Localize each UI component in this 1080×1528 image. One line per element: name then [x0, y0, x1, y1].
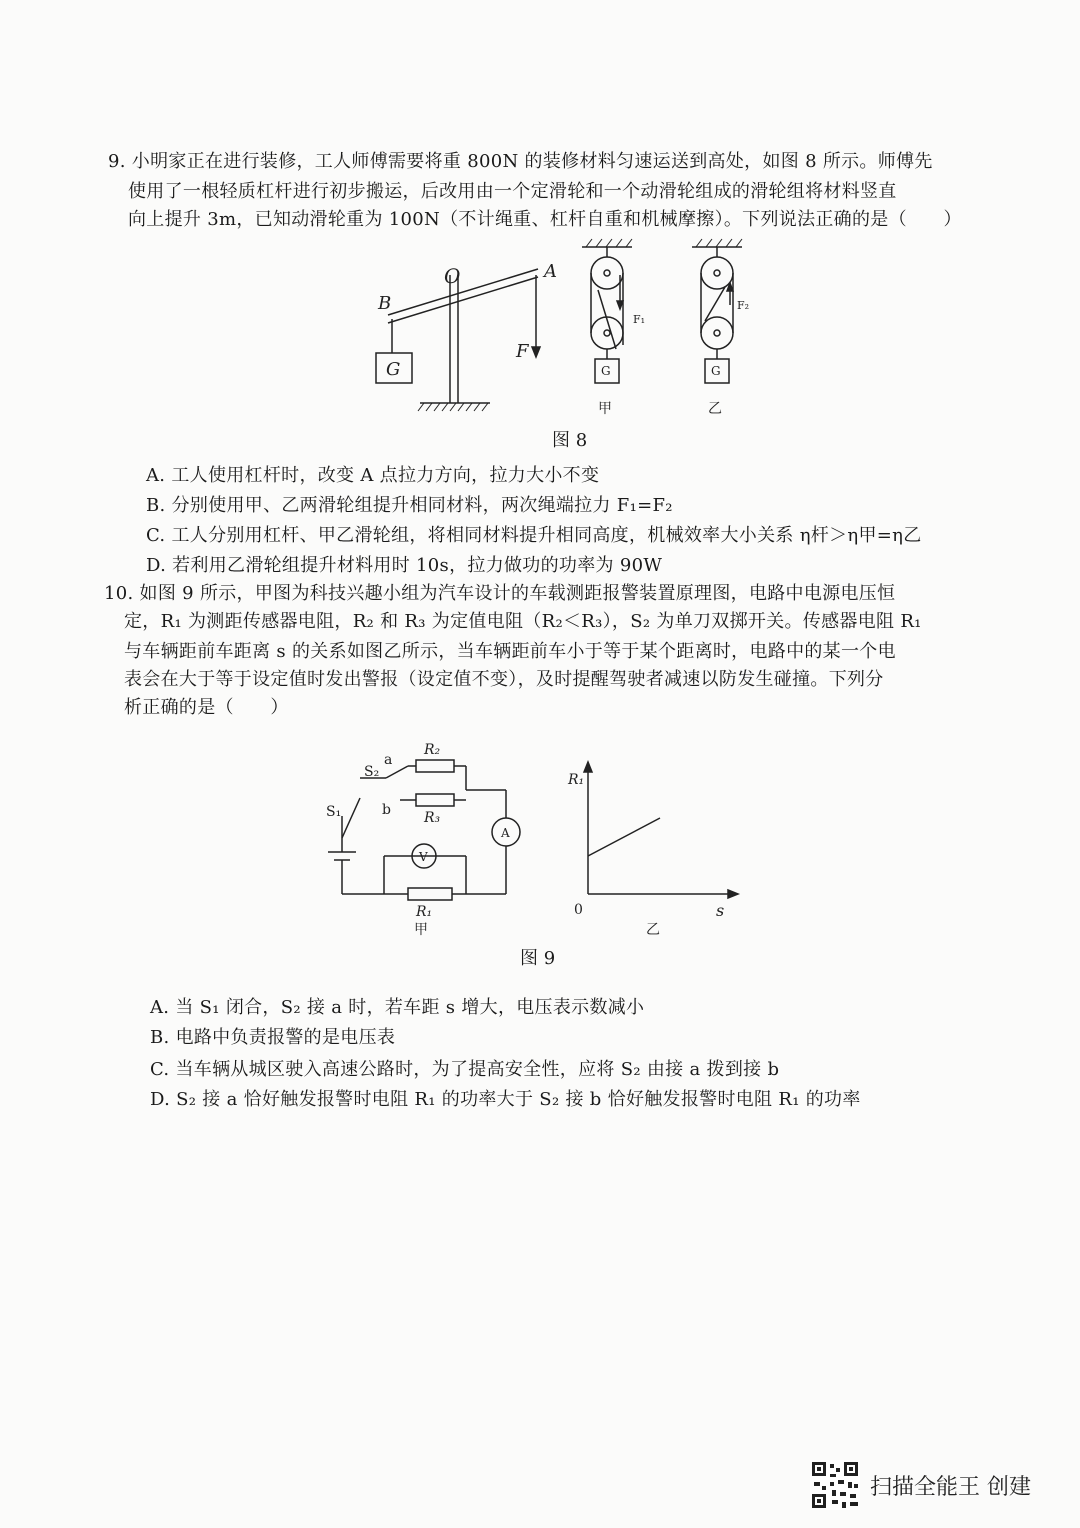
label-f1: F₁ [633, 313, 646, 326]
label-s1: S₁ [326, 804, 342, 820]
q10-option-a: A. 当 S₁ 闭合，S₂ 接 a 时，若车距 s 增大，电压表示数减小 [150, 997, 645, 1018]
label-b: B [378, 293, 392, 314]
q10-stem-line-4: 表会在大于等于设定值时发出警报（设定值不变），及时提醒驾驶者减速以防发生碰撞。下列分 [124, 669, 884, 690]
qr-code-icon [810, 1460, 860, 1510]
graph-x-label: s [716, 901, 725, 920]
label-o: O [444, 264, 461, 288]
q10-stem-line-5: 析正确的是（ ） [124, 697, 289, 718]
label-s2: S₂ [364, 764, 380, 780]
label-f2: F₂ [737, 299, 750, 312]
label-block-yi: G [711, 364, 721, 378]
label-r2: R₂ [424, 742, 441, 758]
r1-s-line [588, 818, 660, 856]
q10-option-c: C. 当车辆从城区驶入高速公路时，为了提高安全性，应将 S₂ 由接 a 拨到接 b [150, 1059, 780, 1080]
q9-stem-line-3: 向上提升 3m，已知动滑轮重为 100N（不计绳重、杠杆自重和机械摩擦）。下列说法正确的是（ ） [128, 209, 962, 230]
graph-origin: 0 [574, 902, 583, 918]
label-a-terminal: a [384, 752, 393, 768]
label-jia: 甲 [598, 401, 612, 417]
label-b-terminal: b [382, 802, 391, 818]
q10-option-b: B. 电路中负责报警的是电压表 [150, 1027, 396, 1048]
q9-option-b: B. 分别使用甲、乙两滑轮组提升相同材料，两次绳端拉力 F₁=F₂ [146, 495, 673, 516]
label-circuit-jia: 甲 [414, 922, 428, 938]
voltmeter-label: V [419, 850, 428, 864]
q10-stem-line-1: 10. 如图 9 所示，甲图为科技兴趣小组为汽车设计的车载测距报警装置原理图，电路中电源电压恒 [104, 583, 896, 604]
q10-stem-line-3: 与车辆距前车距离 s 的关系如图乙所示，当车辆距前车小于等于某个距离时，电路中的某一个电 [124, 641, 896, 662]
label-yi: 乙 [708, 401, 722, 417]
label-graph-yi: 乙 [646, 922, 660, 938]
q9-option-c: C. 工人分别用杠杆、甲乙滑轮组，将相同材料提升相同高度，机械效率大小关系 η杆＞η甲=η乙 [146, 525, 922, 546]
label-f: F [516, 341, 529, 362]
label-r3: R₃ [424, 810, 441, 826]
q10-stem-line-2: 定，R₁ 为测距传感器电阻，R₂ 和 R₃ 为定值电阻（R₂＜R₃），S₂ 为单刀双掷开关。传感器电阻 R₁ [124, 611, 922, 632]
label-r1: R₁ [416, 904, 433, 920]
label-a: A [544, 261, 557, 282]
graph-y-label: R₁ [568, 772, 585, 788]
figure-8-caption: 图 8 [552, 430, 588, 451]
label-block-jia: G [601, 364, 611, 378]
ammeter-label: A [501, 826, 510, 840]
figure-8 [360, 235, 780, 425]
q10-option-d: D. S₂ 接 a 恰好触发报警时电阻 R₁ 的功率大于 S₂ 接 b 恰好触发报警时电阻 R₁ 的功率 [150, 1089, 861, 1110]
q9-stem-line-2: 使用了一根轻质杠杆进行初步搬运，后改用由一个定滑轮和一个动滑轮组成的滑轮组将材料竖直 [128, 181, 897, 202]
label-g: G [386, 359, 401, 380]
q9-stem-line-1: 9. 小明家正在进行装修，工人师傅需要将重 800N 的装修材料匀速运送到高处，如图 8 所示。师傅先 [108, 151, 933, 172]
figure-9-caption: 图 9 [520, 948, 556, 969]
scanner-watermark: 扫描全能王 创建 [870, 1475, 1031, 1500]
figure-9 [316, 738, 756, 938]
q9-option-d: D. 若利用乙滑轮组提升材料用时 10s，拉力做功的功率为 90W [146, 555, 663, 576]
q9-option-a: A. 工人使用杠杆时，改变 A 点拉力方向，拉力大小不变 [146, 465, 600, 486]
